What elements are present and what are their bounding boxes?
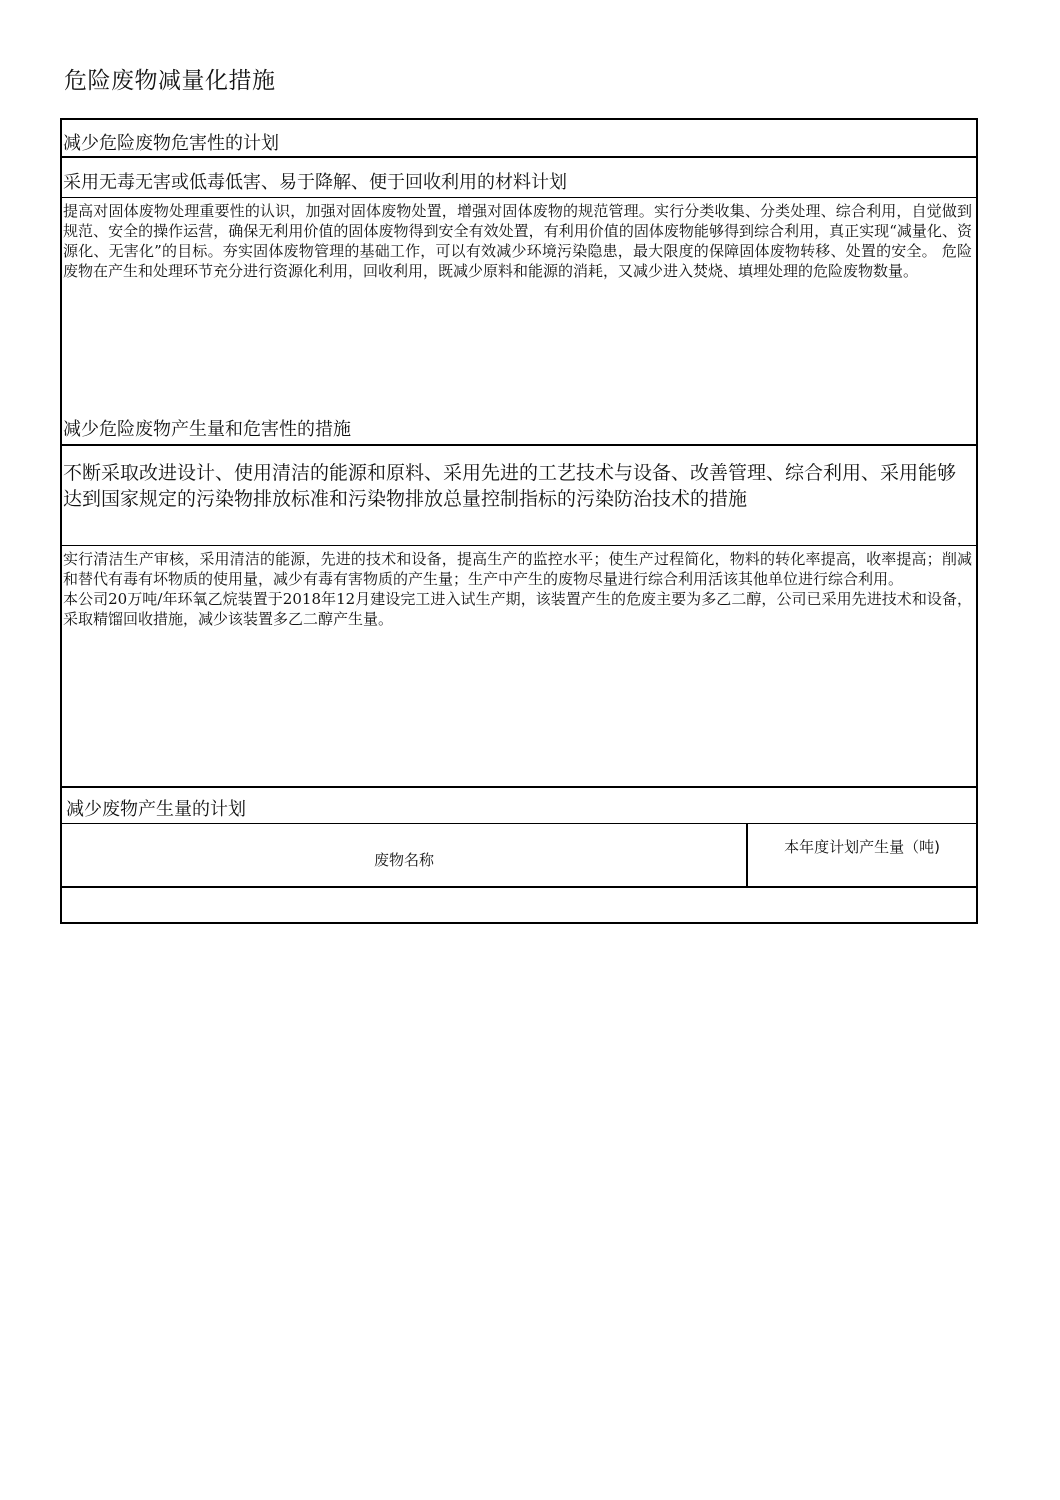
section3-table-header-row	[62, 824, 976, 888]
section1-body: 提高对固体废物处理重要性的认识，加强对固体废物处置，增强对固体废物的规范管理。实行分类收集、分类处理、综合利用，自觉做到规范、安全的操作运营，确保无利用价值的固体废物得到安全有效处置，有利用价值的固体废物能够得到综合利用，真正实现“减量化、资源化、无害化”的目标。夯实固体废物管理的基础工作，可以有效减少环境污染隐患，最大限度的保障固体废物转移、处置的安全。 危险废物在产生和处理环节充分进行资源化利用，回收利用，既减少原料和能源的消耗，又减少进入焚烧、填埋处理的危险废物数量。	[63, 202, 972, 280]
section2-body	[62, 546, 976, 629]
section3-empty-data-row	[62, 888, 976, 922]
section2-body-paragraph-1: 实行清洁生产审核，采用清洁的能源，先进的技术和设备，提高生产的监控水平；使生产过程简化，物料的转化率提高，收率提高；削减和替代有毒有坏物质的使用量，减少有毒有害物质的产生量；生产中产生的废物尽量进行综合利用活该其他单位进行综合利用。	[63, 550, 972, 588]
section1-heading-row	[62, 120, 976, 158]
page-title: 危险废物减量化措施	[64, 68, 276, 94]
section2-heading: 减少危险废物产生量和危害性的措施	[63, 419, 351, 440]
reduction-form	[60, 118, 978, 924]
section2-body-row	[62, 546, 976, 788]
section1-subheading-row	[62, 158, 976, 198]
section1-heading: 减少危险废物危害性的计划	[63, 133, 279, 154]
section3-heading: 减少废物产生量的计划	[66, 799, 246, 820]
planned-amount-column-header: 本年度计划产生量（吨)	[784, 838, 940, 856]
waste-name-column-header: 废物名称	[62, 824, 748, 886]
section1-subheading: 采用无毒无害或低毒低害、易于降解、便于回收利用的材料计划	[63, 172, 567, 193]
section2-measures-row	[62, 446, 976, 546]
section1-body-row	[62, 198, 976, 446]
section3-heading-row	[62, 788, 976, 824]
section2-measures: 不断采取改进设计、使用清洁的能源和原料、采用先进的工艺技术与设备、改善管理、综合利用、采用能够达到国家规定的污染物排放标准和污染物排放总量控制指标的污染防治技术的措施	[63, 462, 957, 510]
section2-body-paragraph-2: 本公司20万吨/年环氧乙烷装置于2018年12月建设完工进入试生产期，该装置产生的危废主要为多乙二醇，公司已采用先进技术和设备，采取精馏回收措施，减少该装置多乙二醇产生量。	[63, 590, 972, 628]
